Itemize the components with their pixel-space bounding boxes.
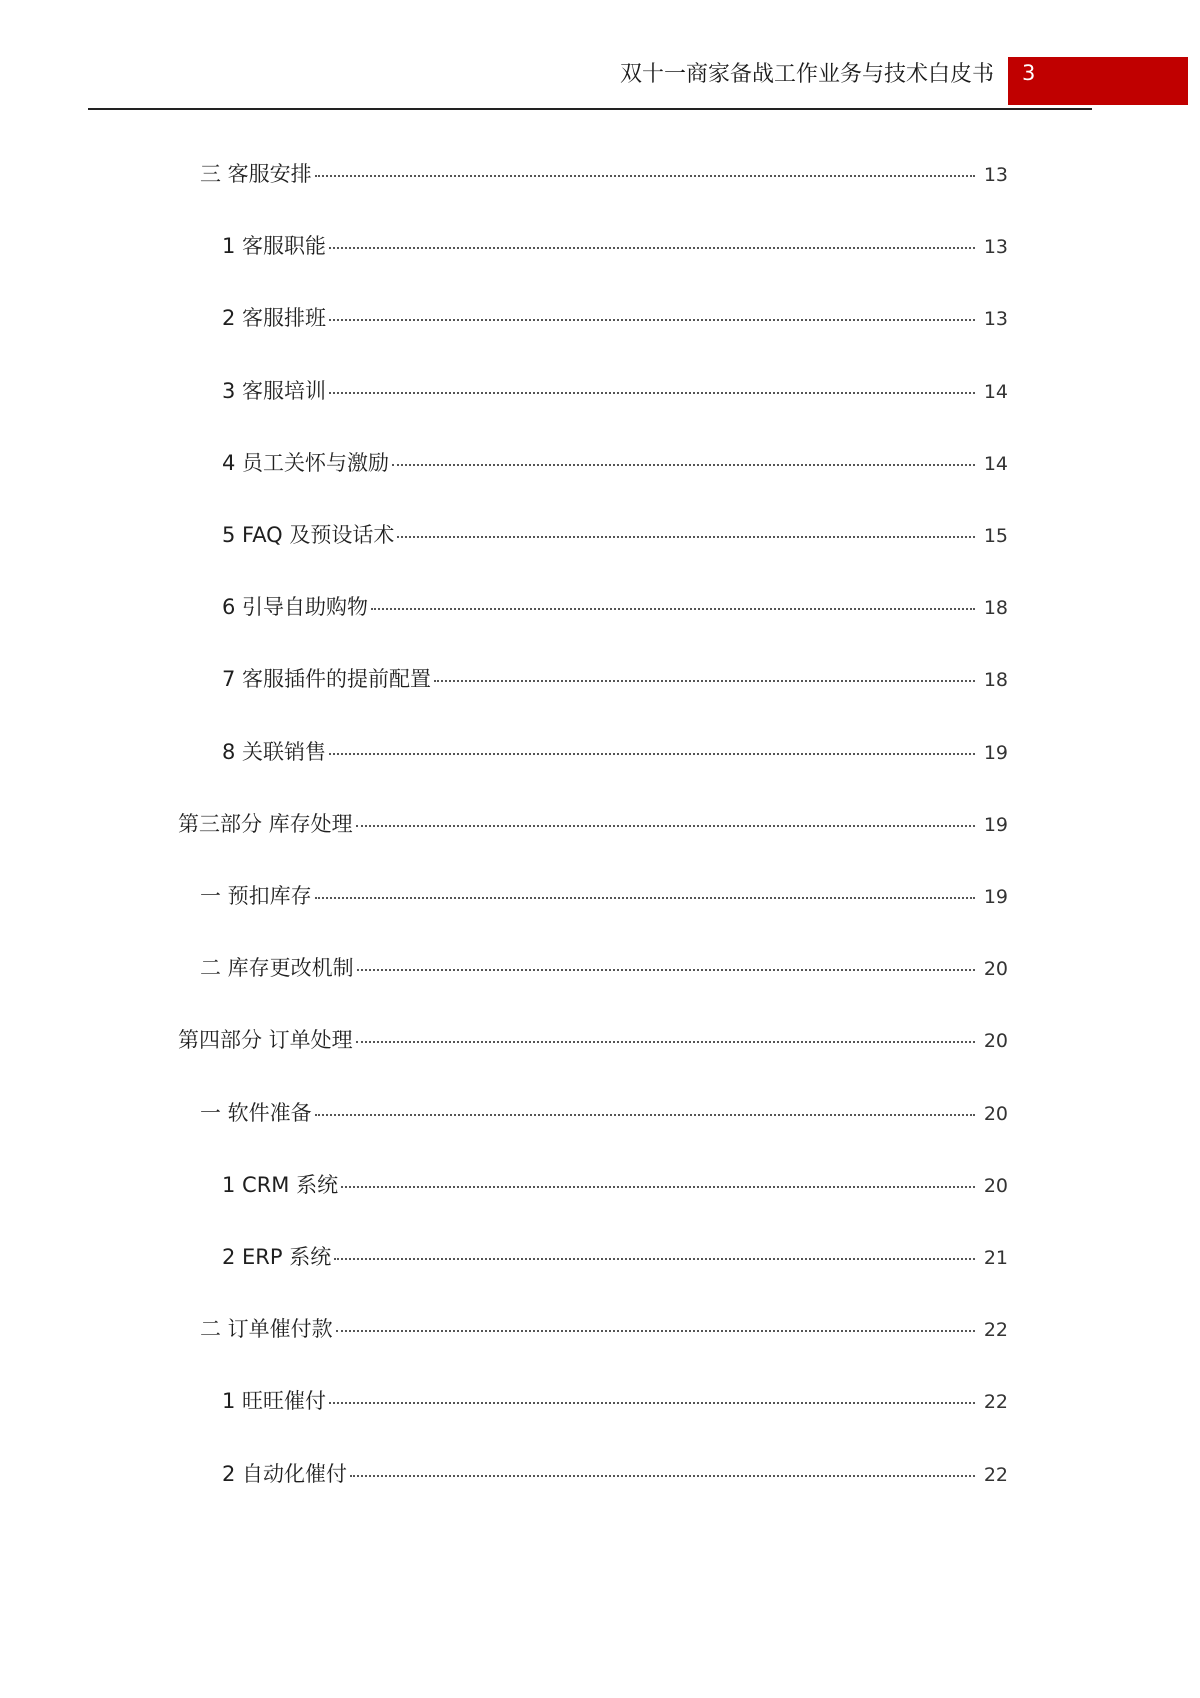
toc-entry-label: 三 客服安排 [200, 162, 312, 186]
toc-entry[interactable] [222, 448, 1008, 479]
toc-dot-leader [336, 1330, 975, 1332]
toc-dot-leader [357, 969, 975, 971]
toc-entry-page-number: 22 [983, 1464, 1008, 1486]
toc-entry-label: 2 自动化催付 [222, 1462, 348, 1486]
toc-entry-page-number: 19 [983, 742, 1008, 764]
toc-entry[interactable] [222, 1242, 1008, 1273]
toc-entry-label: 一 预扣库存 [200, 884, 312, 908]
toc-entry[interactable] [222, 303, 1008, 334]
toc-entry-page-number: 22 [983, 1319, 1008, 1341]
toc-entry-page-number: 14 [983, 381, 1008, 403]
toc-entry-page-number: 13 [983, 236, 1008, 258]
toc-dot-leader [329, 247, 975, 249]
toc-entry[interactable] [178, 1025, 1008, 1056]
toc-entry-label: 一 软件准备 [200, 1101, 312, 1125]
toc-entry-page-number: 18 [983, 597, 1008, 619]
toc-entry[interactable] [200, 881, 1008, 912]
toc-entry-page-number: 20 [983, 1103, 1008, 1125]
toc-dot-leader [329, 1402, 975, 1404]
toc-entry-page-number: 13 [983, 164, 1008, 186]
toc-dot-leader [356, 825, 975, 827]
toc-entry-label: 1 旺旺催付 [222, 1389, 327, 1413]
toc-dot-leader [329, 392, 975, 394]
toc-entry-label: 7 客服插件的提前配置 [222, 667, 432, 691]
toc-entry-page-number: 20 [983, 1175, 1008, 1197]
toc-dot-leader [329, 319, 975, 321]
toc-entry-label: 2 客服排班 [222, 306, 327, 330]
toc-entry[interactable] [222, 1386, 1008, 1417]
toc-dot-leader [371, 608, 975, 610]
toc-dot-leader [356, 1041, 975, 1043]
toc-entry-page-number: 14 [983, 453, 1008, 475]
toc-entry-label: 第四部分 订单处理 [178, 1028, 353, 1052]
toc-dot-leader [315, 175, 975, 177]
toc-entry-label: 8 关联销售 [222, 740, 327, 764]
toc-dot-leader [397, 536, 975, 538]
toc-entry[interactable] [222, 1170, 1008, 1201]
toc-entry[interactable] [222, 376, 1008, 407]
toc-dot-leader [350, 1475, 975, 1477]
toc-entry-label: 6 引导自助购物 [222, 595, 369, 619]
toc-entry-page-number: 22 [983, 1391, 1008, 1413]
toc-entry-page-number: 18 [983, 669, 1008, 691]
toc-entry-page-number: 19 [983, 886, 1008, 908]
toc-entry-page-number: 21 [983, 1247, 1008, 1269]
toc-entry[interactable] [200, 159, 1008, 190]
toc-dot-leader [434, 680, 975, 682]
toc-entry-page-number: 19 [983, 814, 1008, 836]
toc-entry[interactable] [200, 953, 1008, 984]
toc-dot-leader [334, 1258, 975, 1260]
page-number-badge: 3 [1008, 57, 1188, 105]
toc-entry-label: 4 员工关怀与激励 [222, 451, 390, 475]
toc-entry[interactable] [200, 1314, 1008, 1345]
toc-dot-leader [315, 1114, 975, 1116]
toc-dot-leader [341, 1186, 975, 1188]
toc-entry[interactable] [178, 809, 1008, 840]
toc-entry-label: 2 ERP 系统 [222, 1245, 332, 1269]
toc-entry-page-number: 13 [983, 308, 1008, 330]
toc-entry[interactable] [222, 737, 1008, 768]
toc-dot-leader [329, 753, 975, 755]
toc-entry[interactable] [222, 1459, 1008, 1490]
toc-entry-page-number: 20 [983, 1030, 1008, 1052]
toc-entry-label: 二 库存更改机制 [200, 956, 354, 980]
toc-entry[interactable] [222, 592, 1008, 623]
toc-dot-leader [392, 464, 975, 466]
toc-entry-label: 1 客服职能 [222, 234, 327, 258]
header-title: 双十一商家备战工作业务与技术白皮书 [619, 62, 994, 87]
toc-entry[interactable] [200, 1098, 1008, 1129]
toc-dot-leader [315, 897, 975, 899]
toc-entry-page-number: 15 [983, 525, 1008, 547]
toc-entry-label: 二 订单催付款 [200, 1317, 333, 1341]
toc-entry-label: 3 客服培训 [222, 379, 327, 403]
toc-entry-label: 1 CRM 系统 [222, 1173, 339, 1197]
toc-entry-label: 第三部分 库存处理 [178, 812, 353, 836]
toc-entry[interactable] [222, 231, 1008, 262]
toc-entry[interactable] [222, 520, 1008, 551]
toc-entry-label: 5 FAQ 及预设话术 [222, 523, 395, 547]
toc-entry-page-number: 20 [983, 958, 1008, 980]
toc-entry[interactable] [222, 664, 1008, 695]
